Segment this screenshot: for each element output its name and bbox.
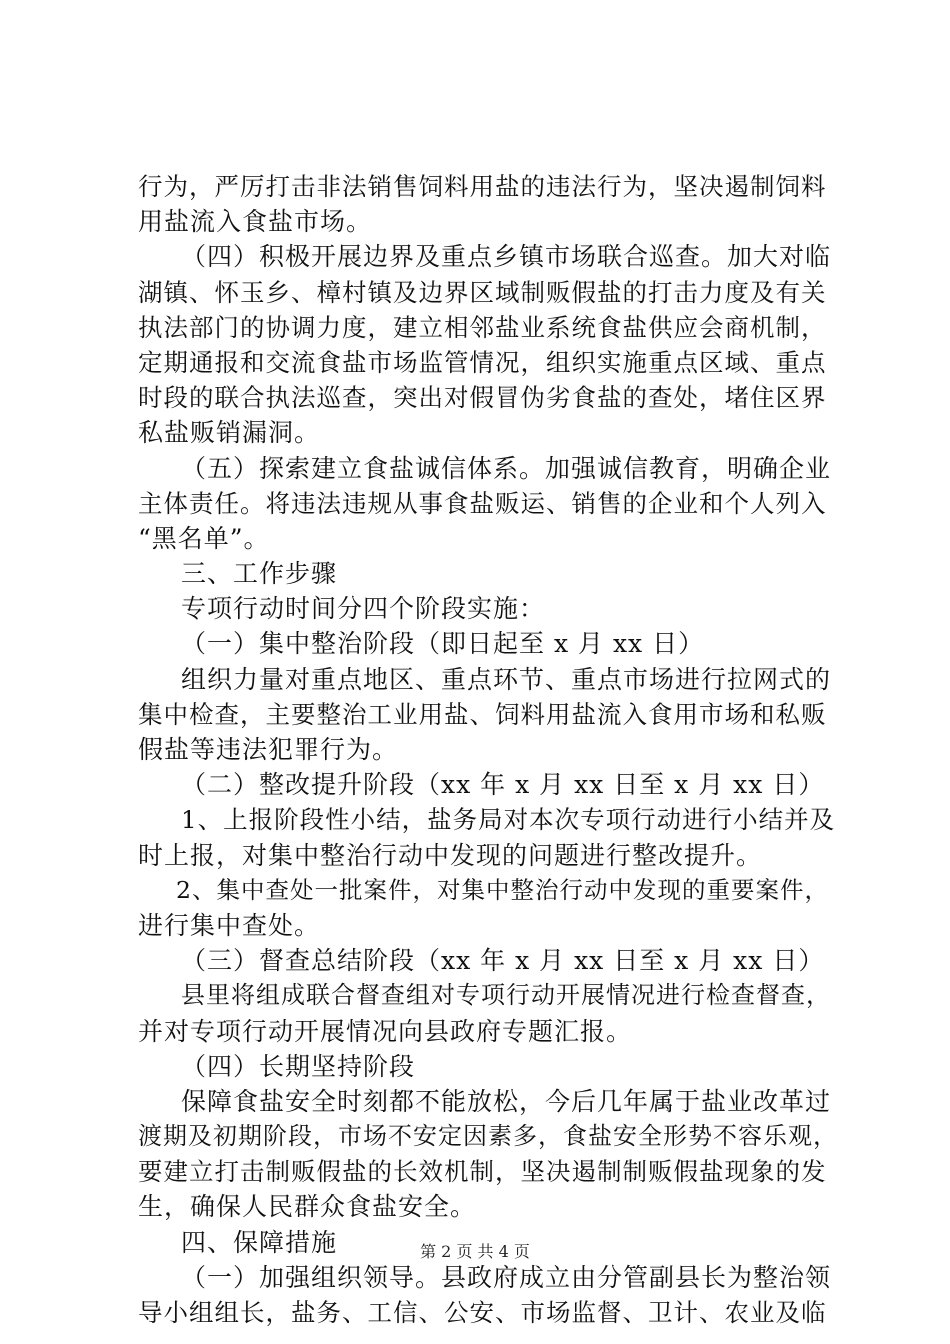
text-line: 四、保障措施 [181, 1227, 338, 1257]
text-line: “黑名单”。 [138, 523, 270, 553]
text-line: （二）整改提升阶段（xx 年 x 月 xx 日至 x 月 xx 日） [181, 770, 825, 800]
text-line: 集中检查，主要整治工业用盐、饲料用盐流入食用市场和私贩 [138, 699, 827, 729]
text-line: （一）集中整治阶段（即日起至 x 月 xx 日） [181, 629, 705, 659]
text-line: （五）探索建立食盐诚信体系。加强诚信教育，明确企业 [181, 453, 832, 483]
text-line: 1、上报阶段性小结，盐务局对本次专项行动进行小结并及 [181, 805, 836, 835]
text-line: 导小组组长，盐务、工信、公安、市场监督、卫计、农业及临 [138, 1298, 827, 1327]
text-line: 县里将组成联合督查组对专项行动开展情况进行检查督查， [181, 981, 831, 1010]
text-line: 并对专项行动开展情况向县政府专题汇报。 [138, 1016, 633, 1046]
text-line: （四）积极开展边界及重点乡镇市场联合巡查。加大对临 [181, 242, 832, 272]
text-line: 定期通报和交流食盐市场监管情况，组织实施重点区域、重点 [138, 347, 827, 377]
text-line: 专项行动时间分四个阶段实施： [181, 594, 546, 624]
text-line: 湖镇、怀玉乡、樟村镇及边界区域制贩假盐的打击力度及有关 [138, 277, 827, 307]
text-line: 生，确保人民群众食盐安全。 [138, 1192, 477, 1222]
text-line: 要建立打击制贩假盐的长效机制，坚决遏制制贩假盐现象的发 [138, 1157, 827, 1187]
text-line: （三）督查总结阶段（xx 年 x 月 xx 日至 x 月 xx 日） [181, 946, 825, 976]
text-line: 时段的联合执法巡查，突出对假冒伪劣食盐的查处，堵住区界 [138, 383, 827, 413]
text-line: 执法部门的协调力度，建立相邻盐业系统食盐供应会商机制， [138, 312, 827, 342]
text-line: 假盐等违法犯罪行为。 [138, 735, 399, 764]
text-line: 渡期及初期阶段，市场不安定因素多，食盐安全形势不容乐观， [138, 1122, 838, 1151]
text-line: 主体责任。将违法违规从事食盐贩运、销售的企业和个人列入 [138, 488, 827, 518]
text-line: 保障食盐安全时刻都不能放松，今后几年属于盐业改革过 [181, 1086, 832, 1116]
text-line: （四）长期坚持阶段 [181, 1051, 416, 1081]
page-footer: 第 2 页 共 4 页 [420, 1242, 530, 1261]
text-line: 三、工作步骤 [181, 559, 338, 589]
text-line: 组织力量对重点地区、重点环节、重点市场进行拉网式的 [181, 664, 832, 694]
text-line: 用盐流入食盐市场。 [138, 207, 373, 237]
document-body [138, 169, 838, 1330]
text-line: 行为，严厉打击非法销售饲料用盐的违法行为，坚决遏制饲料 [138, 172, 827, 201]
text-line: 私盐贩销漏洞。 [138, 418, 321, 448]
text-line: 时上报，对集中整治行动中发现的问题进行整改提升。 [138, 840, 763, 870]
text-line: 进行集中查处。 [138, 910, 321, 940]
text-line: 2、集中查处一批案件，对集中整治行动中发现的重要案件， [176, 875, 829, 904]
text-line: （一）加强组织领导。县政府成立由分管副县长为整治领 [181, 1262, 832, 1292]
